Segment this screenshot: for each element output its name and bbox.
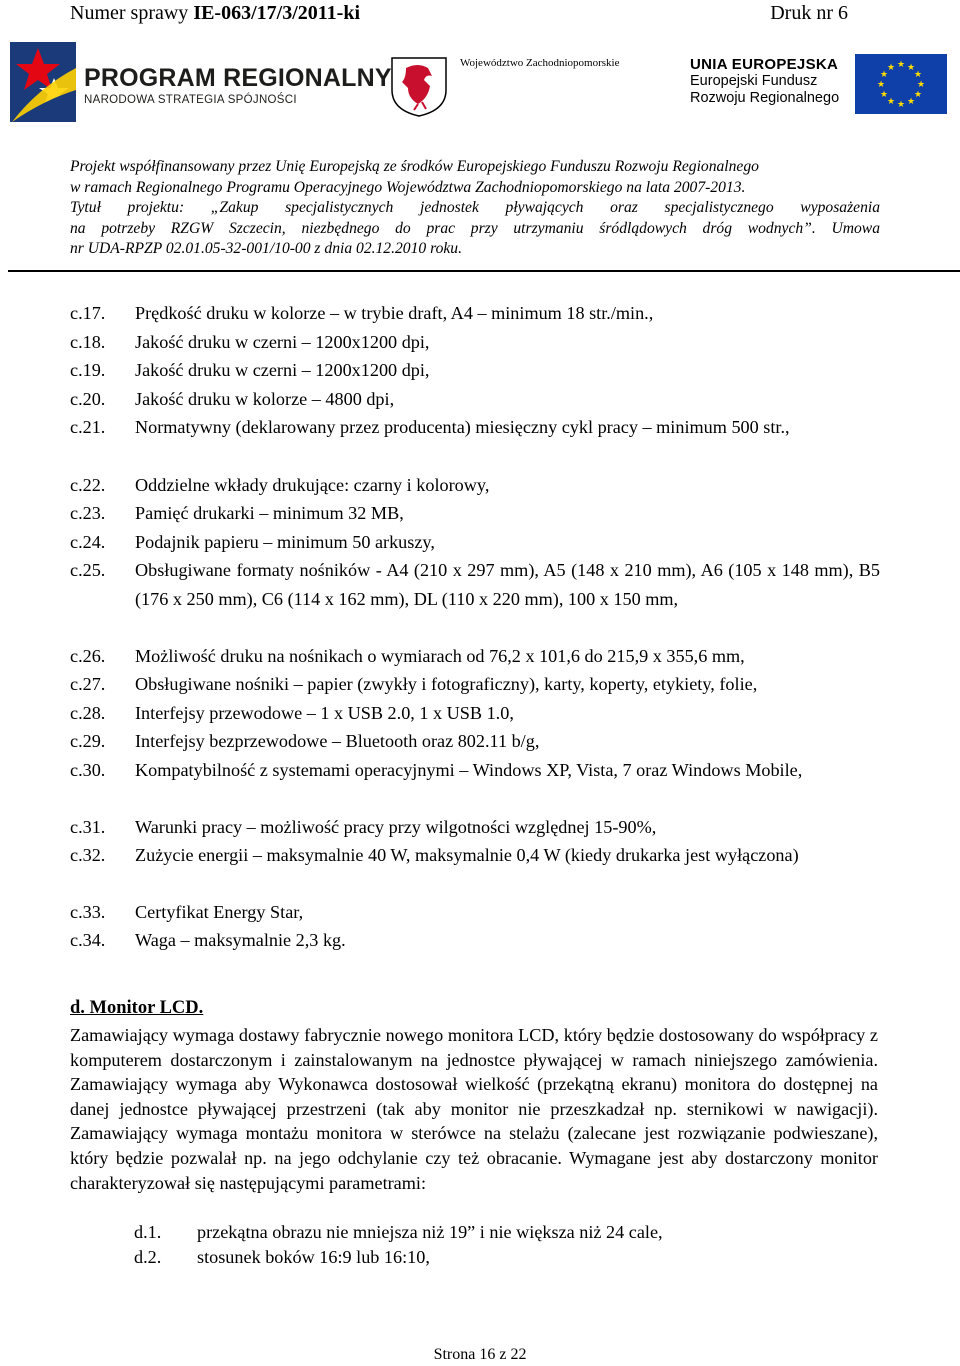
program-subtitle: NARODOWA STRATEGIA SPÓJNOŚCI (84, 94, 297, 106)
item-number: c.33. (70, 902, 106, 922)
svg-text:★: ★ (896, 60, 906, 70)
item-number: c.29. (70, 731, 106, 751)
eu-line-1: UNIA EUROPEJSKA (690, 56, 839, 73)
case-number: IE-063/17/3/2011-ki (193, 2, 361, 24)
section-paragraph: Zamawiający wymaga dostawy fabrycznie nowego monitora LCD, który będzie dostosowany do współpracy z komputerem dostarczonym i zainstalowanym na jednostce pływającej w ramach niniejszego zamówienia. Zamawiający wymaga aby Wykonawca dostosował wielkość (przekątną ekranu) monitora do dostępnej na danej jednostce pływającej przestrzeni (tak aby monitor nie przeszkadzał np. sternikowi w nawigacji). Zamawiający wymaga montażu monitora w sterówce na stelażu (zalecane jest rozwiązanie podwieszane), który będzie pozwalał np. na jego odchylanie czy też obracanie. Wymagane jest aby dostarczony monitor charakteryzował się następującymi parametrami: (70, 1025, 878, 1193)
item-text: Podajnik papieru – minimum 50 arkuszy, (135, 532, 435, 552)
item-text: Kompatybilność z systemami operacyjnymi – Windows XP, Vista, 7 oraz Windows Mobile, (135, 760, 803, 780)
list-item (70, 471, 880, 500)
case-number-header (70, 2, 360, 25)
project-line-5: nr UDA-RPZP 02.01.05-32-001/10-00 z dnia 02.12.2010 roku. (70, 240, 462, 257)
project-line-2: w ramach Regionalnego Programu Operacyjnego Województwa Zachodniopomorskiego na lata 2007-2013. (70, 178, 746, 196)
section-heading: d. Monitor LCD. (70, 998, 204, 1018)
svg-text:★: ★ (876, 80, 886, 90)
item-text: Prędkość druku w kolorze – w trybie draft, A4 – minimum 18 str./min., (135, 303, 654, 323)
list-item (70, 385, 880, 414)
project-line-4: na potrzeby RZGW Szczecin, niezbędnego do prac przy utrzymaniu śródlądowych dróg wodnych”. Umowa (70, 219, 880, 237)
case-label: Numer sprawy (70, 2, 189, 24)
list-item (70, 328, 880, 357)
svg-text:★: ★ (913, 90, 923, 100)
item-number: d.1. (134, 1222, 162, 1242)
item-text: Warunki pracy – możliwość pracy przy wilgotności względnej 15-90%, (135, 817, 657, 837)
eu-line-3: Rozwoju Regionalnego (690, 90, 840, 106)
list-item (70, 670, 880, 699)
item-number: c.28. (70, 703, 106, 723)
voivodeship-name: Województwo Zachodniopomorskie (460, 57, 620, 69)
item-text: Zużycie energii – maksymalnie 40 W, maksymalnie 0,4 W (kiedy drukarka jest wyłączona) (135, 845, 799, 865)
program-title: PROGRAM REGIONALNY (84, 64, 392, 92)
item-text: Oddzielne wkłady drukujące: czarny i kolorowy, (135, 475, 490, 495)
item-text: Interfejsy bezprzewodowe – Bluetooth oraz 802.11 b/g, (135, 731, 540, 751)
eu-flag-icon (855, 54, 947, 114)
item-number: c.27. (70, 674, 106, 694)
svg-text:★: ★ (906, 63, 916, 73)
svg-text:★: ★ (879, 90, 889, 100)
item-text: Pamięć drukarki – minimum 32 MB, (135, 503, 404, 523)
item-text: Normatywny (deklarowany przez producenta) miesięczny cykl pracy – minimum 500 str., (135, 417, 790, 437)
list-item (70, 556, 880, 613)
item-text: Możliwość druku na nośnikach o wymiarach od 76,2 x 101,6 do 215,9 x 355,6 mm, (135, 646, 745, 666)
list-item (70, 356, 880, 385)
project-line-1: Projekt współfinansowany przez Unię Europejską ze środków Europejskiego Funduszu Rozwoju Regionalnego (70, 158, 759, 175)
list-item (70, 727, 880, 756)
print-number: Druk nr 6 (770, 2, 848, 24)
svg-text:★: ★ (879, 70, 889, 80)
svg-text:★: ★ (896, 100, 906, 110)
item-number: c.23. (70, 503, 106, 523)
list-item (70, 841, 880, 870)
svg-text:★: ★ (913, 70, 923, 80)
header-divider (8, 270, 960, 272)
list-item (70, 299, 880, 328)
project-info (70, 157, 880, 260)
page-number: Strona 16 z 22 (433, 1346, 527, 1363)
list-item (70, 699, 880, 728)
item-text: Jakość druku w kolorze – 4800 dpi, (135, 389, 395, 409)
eu-fund-label (690, 56, 839, 107)
list-item (70, 756, 880, 785)
item-text: Jakość druku w czerni – 1200x1200 dpi, (135, 360, 430, 380)
item-number: c.31. (70, 817, 106, 837)
list-item (70, 926, 880, 955)
list-item (70, 413, 880, 442)
list-item (134, 1222, 663, 1243)
griffin-crest-icon (388, 54, 450, 118)
item-number: c.19. (70, 360, 106, 380)
item-number: c.22. (70, 475, 106, 495)
eu-line-2: Europejski Fundusz (690, 73, 818, 89)
item-text: Certyfikat Energy Star, (135, 902, 304, 922)
item-number: c.18. (70, 332, 106, 352)
svg-text:★: ★ (906, 97, 916, 107)
project-line-3: Tytuł projektu: „Zakup specjalistycznych jednostek pływających oraz specjalistycznego wyposażenia (70, 199, 880, 216)
item-text: stosunek boków 16:9 lub 16:10, (197, 1247, 430, 1267)
item-number: c.30. (70, 760, 106, 780)
list-item (134, 1247, 430, 1268)
item-number: c.34. (70, 930, 106, 950)
item-text: Waga – maksymalnie 2,3 kg. (135, 930, 346, 950)
item-text: Interfejsy przewodowe – 1 x USB 2.0, 1 x USB 1.0, (135, 703, 514, 723)
svg-text:★: ★ (886, 63, 896, 73)
item-number: c.24. (70, 532, 106, 552)
item-number: c.21. (70, 417, 106, 437)
item-number: c.26. (70, 646, 106, 666)
item-text: Obsługiwane nośniki – papier (zwykły i fotograficzny), karty, koperty, etykiety, folie, (135, 674, 758, 694)
item-text: Jakość druku w czerni – 1200x1200 dpi, (135, 332, 430, 352)
list-item (70, 898, 880, 927)
item-number: c.20. (70, 389, 106, 409)
item-number: c.17. (70, 303, 106, 323)
svg-text:★: ★ (886, 97, 896, 107)
item-number: d.2. (134, 1247, 162, 1267)
item-text: Obsługiwane formaty nośników - A4 (210 x 297 mm), A5 (148 x 210 mm), A6 (105 x 148 mm), B5 (176 x 250 mm), C6 (114 x 162 mm), DL (110 x 220 mm), 100 x 150 mm, (135, 560, 880, 609)
list-item (70, 499, 880, 528)
item-text: przekątna obrazu nie mniejsza niż 19” i nie większa niż 24 cale, (197, 1222, 663, 1242)
item-number: c.32. (70, 845, 106, 865)
svg-text:★: ★ (916, 80, 926, 90)
list-item (70, 813, 880, 842)
list-item (70, 642, 880, 671)
item-number: c.25. (70, 560, 106, 580)
list-item (70, 528, 880, 557)
